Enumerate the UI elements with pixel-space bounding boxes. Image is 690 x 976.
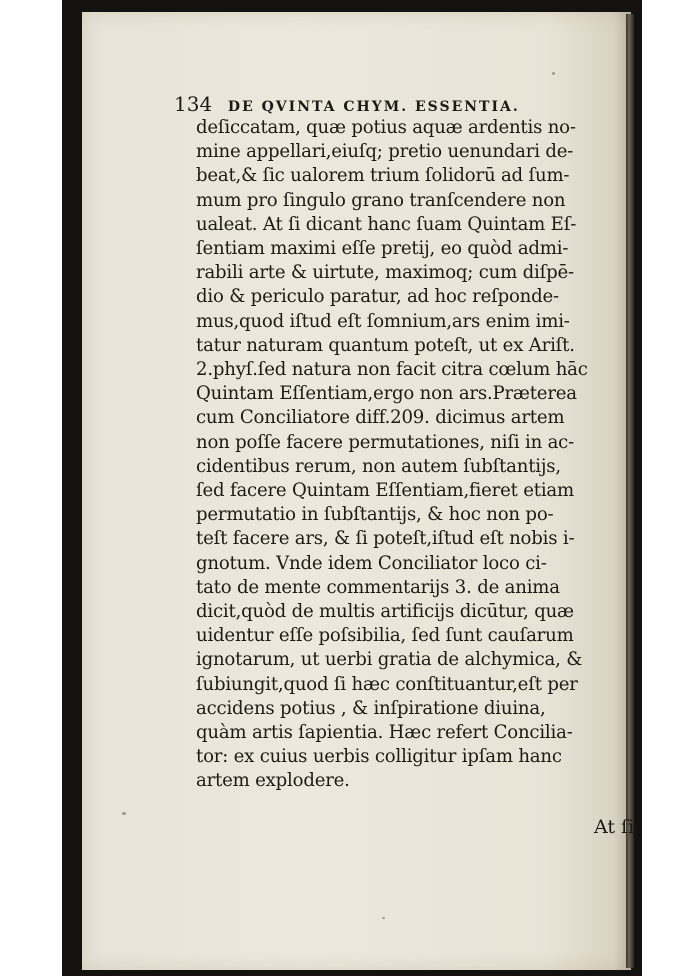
text-line: tor: ex cuius uerbis colligitur ipſam hanc [196, 746, 562, 768]
paper-speck [122, 812, 126, 815]
page-number: 134 [174, 92, 213, 116]
running-head [174, 92, 604, 116]
text-line: cum Conciliatore diff.209. dicimus artem [196, 407, 565, 429]
text-line: uidentur eſſe poſsibilia, ſed ſunt cauſarum [196, 625, 574, 647]
text-line: mine appellari,eiuſq; pretio uenundari de- [196, 141, 574, 163]
body-text [196, 116, 626, 794]
text-line: quàm artis ſapientia. Hæc refert Concilia- [196, 722, 573, 744]
text-line: artem explodere. [196, 770, 350, 792]
text-line: tatur naturam quantum poteſt, ut ex Ariſt. [196, 334, 575, 356]
paper-speck [552, 72, 555, 75]
text-line: 2.phyſ.ſed natura non facit citra cœlum hāc [196, 359, 588, 381]
text-line: ualeat. At ſi dicant hanc ſuam Quintam Eſ- [196, 213, 577, 235]
text-line: rabili arte & uirtute, maximoq; cum diſpē- [196, 262, 574, 284]
text-line: teſt facere ars, & ſi poteſt,iſtud eſt nobis i- [196, 528, 575, 550]
text-line: non poſſe facere permutationes, niſi in ac- [196, 431, 575, 453]
text-line: ſubiungit,quod ſi hæc conſtituantur,eſt per [196, 673, 578, 695]
text-line: gnotum. Vnde idem Conciliator loco ci- [196, 552, 547, 574]
text-line: ignotarum, ut uerbi gratia de alchymica, & [196, 649, 583, 671]
text-line: Quintam Eſſentiam,ergo non ars.Præterea [196, 383, 577, 405]
text-line: dicit,quòd de multis artificijs dicūtur, quæ [196, 601, 574, 623]
paper-speck [382, 917, 385, 919]
text-line: beat,& ſic ualorem trium ſolidorū ad ſum- [196, 165, 570, 187]
text-line: mus,quod iſtud eſt ſomnium,ars enim imi- [196, 310, 570, 332]
text-line: deſiccatam, quæ potius aquæ ardentis no- [196, 117, 576, 138]
text-line: mum pro ſingulo grano tranſcendere non [196, 189, 566, 211]
text-line: cidentibus rerum, non autem ſubſtantijs, [196, 455, 561, 477]
text-line: permutatio in ſubſtantijs, & hoc non po- [196, 504, 554, 526]
text-line: ſed facere Quintam Eſſentiam,fieret etiam [196, 480, 574, 502]
running-title: DE QVINTA CHYM. ESSENTIA. [227, 99, 520, 115]
text-line: dio & periculo paratur, ad hoc reſponde- [196, 286, 559, 308]
text-line: accidens potius , & inſpiratione diuina, [196, 697, 546, 719]
text-line: ſentiam maximi eſſe pretij, eo quòd admi- [196, 238, 569, 260]
catchword: At ſi [594, 816, 635, 838]
text-line: tato de mente commentarijs 3. de anima [196, 576, 560, 598]
